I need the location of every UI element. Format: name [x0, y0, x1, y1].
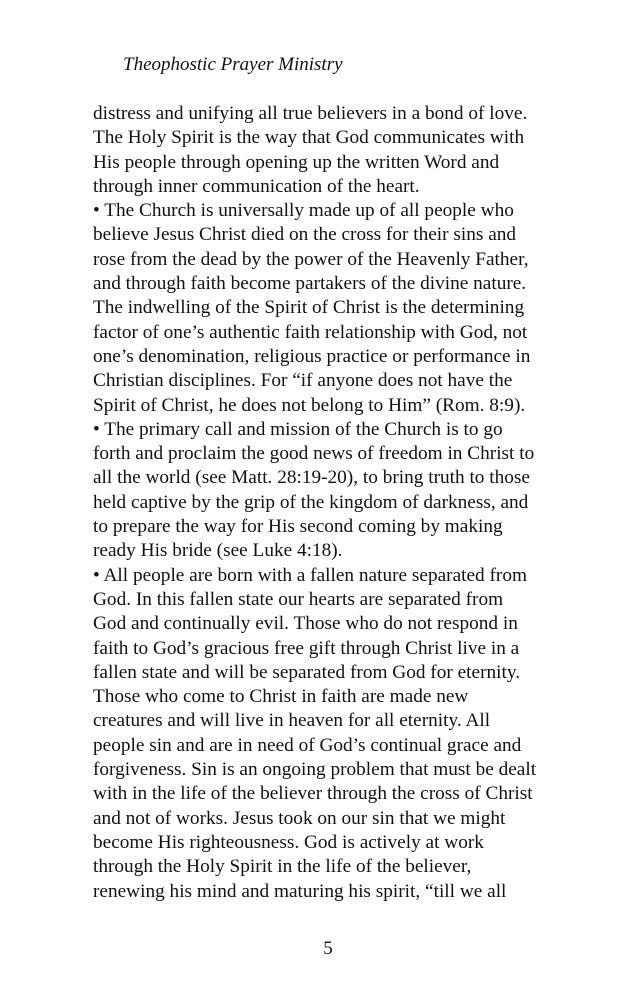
text-line: distress and unifying all true believers in a bond of love. — [93, 103, 528, 124]
text-line: and not of works. Jesus took on our sin that we might — [93, 807, 506, 829]
text-line: through inner communication of the heart. — [93, 175, 420, 197]
text-line: Spirit of Christ, he does not belong to Him” (Rom. 8:9). — [93, 394, 526, 416]
text-line: and through faith become partakers of the divine nature. — [93, 273, 527, 295]
page-number: 5 — [323, 938, 333, 959]
text-line: people sin and are in need of God’s continual grace and — [93, 734, 522, 756]
text-line: • All people are born with a fallen nature separated from — [93, 564, 527, 586]
text-line: Those who come to Christ in faith are made new — [93, 686, 469, 708]
text-line: ready His bride (see Luke 4:18). — [93, 540, 343, 562]
text-line: God and continually evil. Those who do not respond in — [93, 613, 518, 635]
text-line: believe Jesus Christ died on the cross for their sins and — [93, 224, 517, 246]
text-line: forth and proclaim the good news of freedom in Christ to — [93, 443, 535, 465]
text-line: His people through opening up the written Word and — [93, 151, 500, 173]
text-line: renewing his mind and maturing his spirit, “till we all — [93, 880, 507, 902]
text-line: become His righteousness. God is actively at work — [93, 831, 484, 853]
text-line: with in the life of the believer through the cross of Christ — [93, 783, 533, 805]
text-line: held captive by the grip of the kingdom of darkness, and — [93, 491, 529, 513]
text-line: God. In this fallen state our hearts are separated from — [93, 588, 504, 610]
text-line: one’s denomination, religious practice or performance in — [93, 345, 531, 367]
text-line: The indwelling of the Spirit of Christ is the determining — [93, 297, 525, 319]
text-line: through the Holy Spirit in the life of the believer, — [93, 856, 472, 878]
text-line: forgiveness. Sin is an ongoing problem that must be dealt — [93, 759, 537, 781]
text-line: Christian disciplines. For “if anyone does not have the — [93, 370, 513, 392]
text-line: fallen state and will be separated from God for eternity. — [93, 661, 521, 683]
text-line: faith to God’s gracious free gift through Christ live in a — [93, 637, 520, 659]
text-line: to prepare the way for His second coming by making — [93, 516, 503, 538]
text-line: factor of one’s authentic faith relationship with God, not — [93, 321, 528, 343]
body-text — [93, 102, 573, 904]
text-line: rose from the dead by the power of the Heavenly Father, — [93, 248, 529, 270]
running-header-title: Theophostic Prayer Ministry — [123, 54, 343, 75]
text-line: The Holy Spirit is the way that God communicates with — [93, 127, 525, 149]
text-line: • The Church is universally made up of all people who — [93, 200, 514, 222]
text-line: • The primary call and mission of the Church is to go — [93, 418, 503, 440]
text-line: creatures and will live in heaven for all eternity. All — [93, 710, 491, 732]
text-line: all the world (see Matt. 28:19-20), to bring truth to those — [93, 467, 530, 489]
